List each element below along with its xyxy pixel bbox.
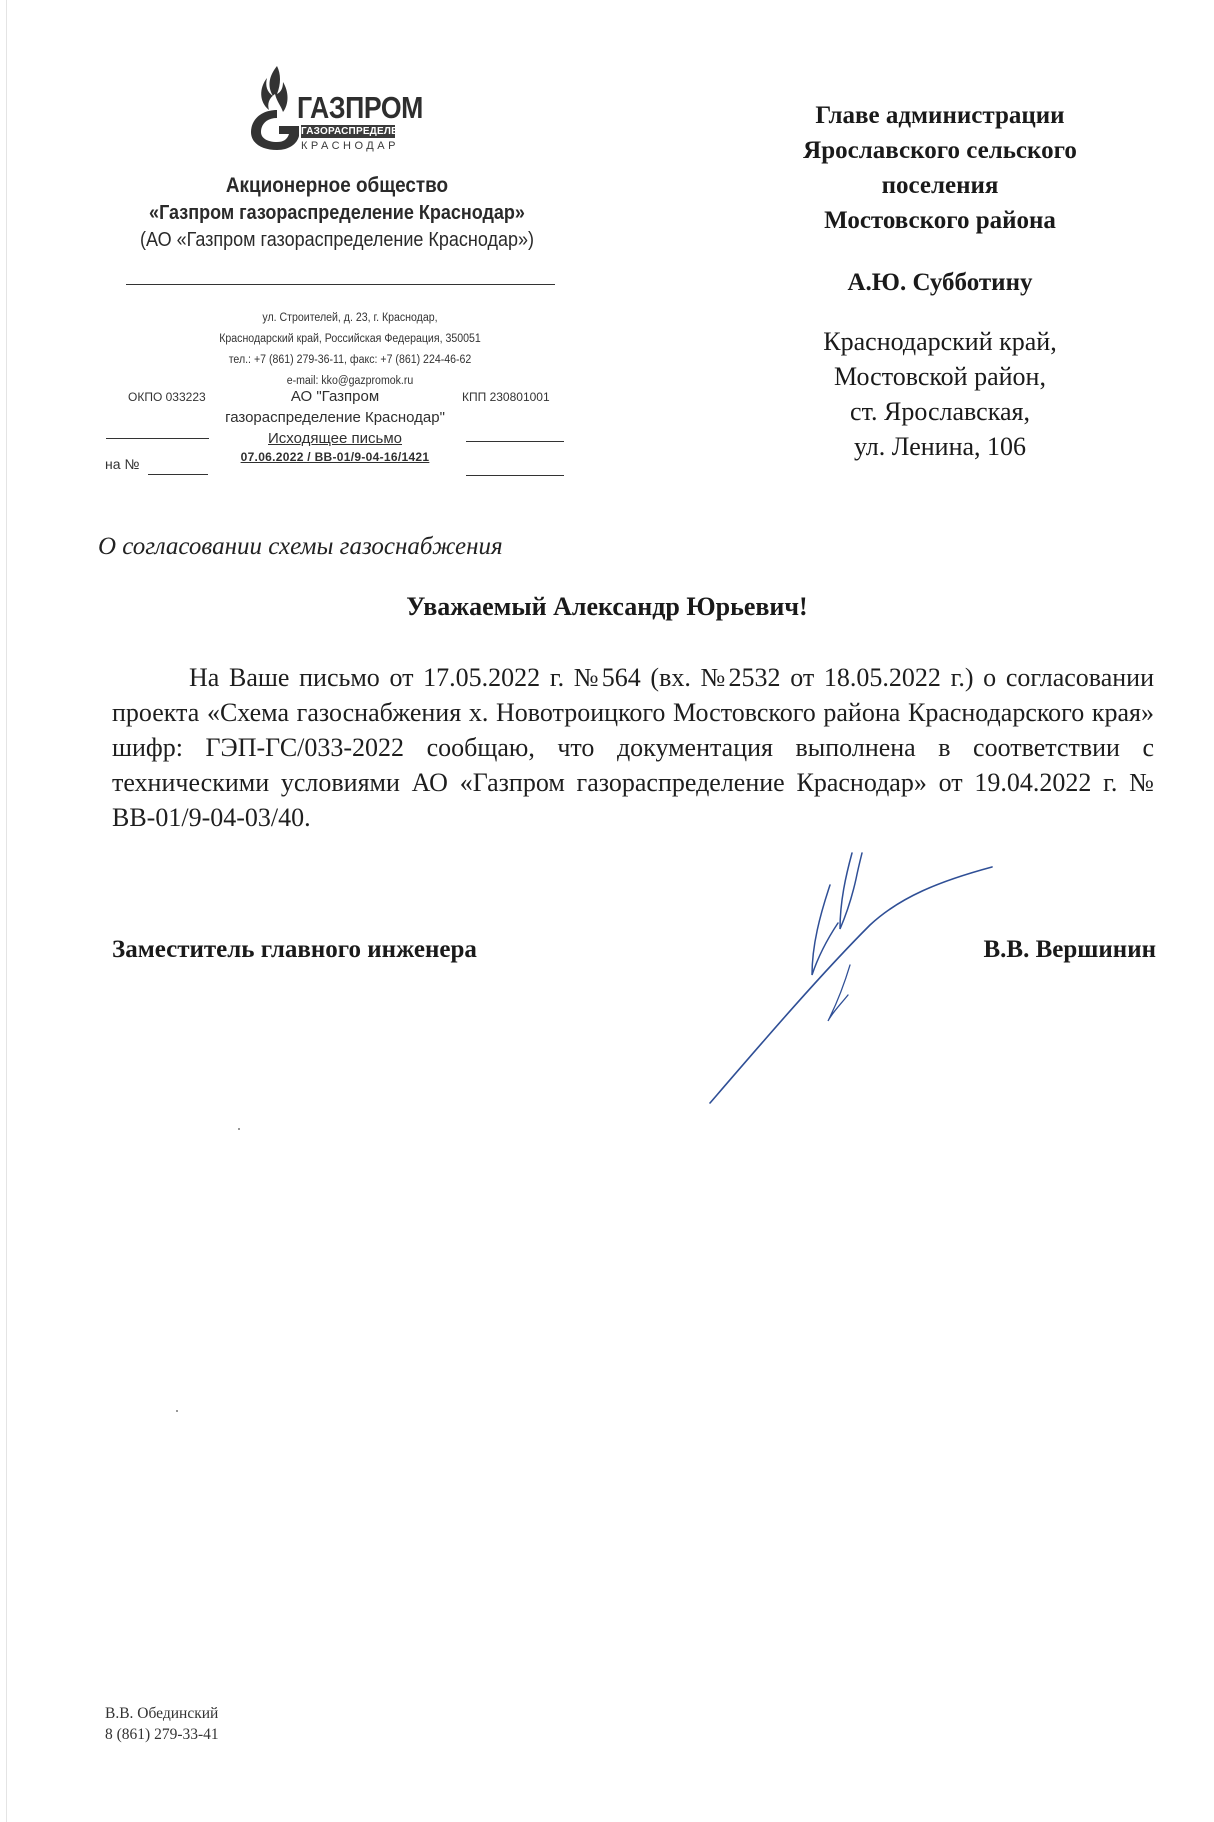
letter-body: На Ваше письмо от 17.05.2022 г. №564 (вх. №2532 от 18.05.2022 г.) о согласовании проекта «Схема газоснабжения х. Новотроицкого Мостовского района Краснодарского края» шифр: ГЭП-ГС/033-2022 сообщаю, что документация выполнена в соответствии с техническими условиями АО «Газпром газораспределение Краснодар» от 19.04.2022 г. № ВВ-01/9-04-03/40. <box>112 663 1154 832</box>
addressee-address <box>740 324 1140 464</box>
addressee-title-line: поселения <box>881 172 999 199</box>
reg-rule <box>466 441 564 442</box>
addressee-title-line: Мостовского района <box>824 207 1056 234</box>
salutation: Уважаемый Александр Юрьевич! <box>406 592 808 621</box>
stamp-org: газораспределение Краснодар" <box>225 409 445 426</box>
addressee-address-line: Краснодарский край, <box>823 327 1057 356</box>
stamp-org: АО "Газпром <box>290 388 380 405</box>
logo-wordmark: ГАЗПРОМ <box>297 90 423 125</box>
org-type: Акционерное общество <box>225 174 449 197</box>
letter-subject: О согласовании схемы газоснабжения <box>98 533 503 560</box>
outgoing-stamp <box>200 387 470 466</box>
addressee-name: А.Ю. Субботину <box>847 269 1033 296</box>
addressee-title-line: Главе администрации <box>815 102 1065 129</box>
executor-info <box>105 1703 219 1745</box>
reg-rule <box>466 475 564 476</box>
signer-position: Заместитель главного инженера <box>112 936 477 963</box>
org-short-name: (АО «Газпром газораспределение Краснодар») <box>139 229 535 251</box>
addressee-address-line: ул. Ленина, 106 <box>853 432 1027 461</box>
email-line: e-mail: kko@gazpromok.ru <box>286 375 414 387</box>
addressee-address-line: Мостовской район, <box>834 362 1046 391</box>
letterhead-divider <box>126 284 555 285</box>
org-contacts <box>166 308 534 392</box>
okpo-code: ОКПО 033223 <box>128 390 206 404</box>
kpp-code: КПП 230801001 <box>462 390 550 404</box>
reg-rule <box>106 438 209 439</box>
stamp-title: Исходящее письмо <box>268 430 402 447</box>
letterhead <box>112 62 562 252</box>
address-line: Краснодарский край, Российская Федерация, 350051 <box>219 333 481 345</box>
addressee-address-line: ст. Ярославская, <box>850 397 1030 426</box>
signer-name: В.В. Вершинин <box>983 936 1156 963</box>
addressee-title <box>740 98 1140 238</box>
logo-subtitle: ГАЗОРАСПРЕДЕЛЕНИЕ <box>301 126 420 137</box>
org-name: «Газпром газораспределение Краснодар» <box>149 202 525 224</box>
reference-number-field <box>148 474 208 475</box>
gazprom-logo <box>247 62 427 158</box>
address-line: ул. Строителей, д. 23, г. Краснодар, <box>262 312 438 324</box>
addressee-block <box>740 98 1140 464</box>
handwritten-signature <box>700 845 1000 1115</box>
page-edge <box>6 0 7 1822</box>
executor-name: В.В. Обединский <box>105 1705 219 1722</box>
phone-line: тел.: +7 (861) 279-36-11, факс: +7 (861) 224-46-62 <box>228 354 472 366</box>
addressee-title-line: Ярославского сельского <box>803 137 1077 164</box>
logo-city: КРАСНОДАР <box>301 140 399 152</box>
outgoing-number: 07.06.2022 / ВВ-01/9-04-16/1421 <box>240 450 430 464</box>
executor-phone: 8 (861) 279-33-41 <box>105 1726 219 1743</box>
scan-speck <box>176 1410 178 1412</box>
scan-speck <box>238 1128 240 1130</box>
reference-number-label: на № <box>105 456 140 472</box>
